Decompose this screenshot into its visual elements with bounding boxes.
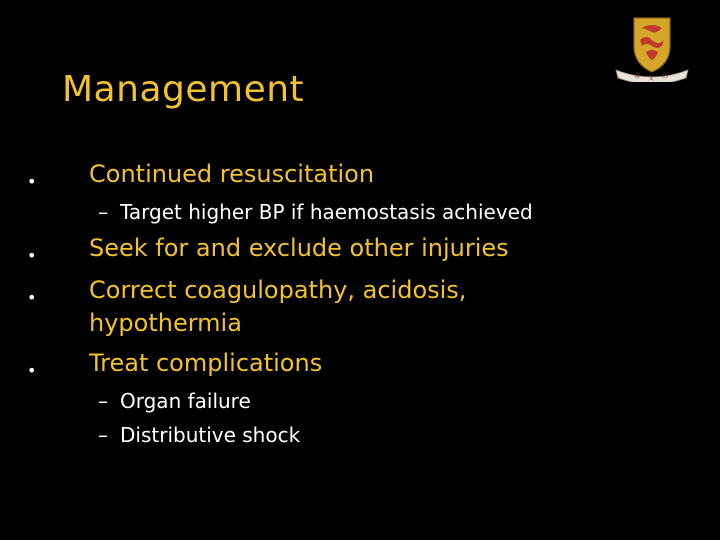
bullet-marker: •: [27, 361, 37, 380]
bullet-marker: •: [27, 172, 37, 191]
bullet-text: Treat complications: [89, 349, 323, 377]
bullet-marker: •: [27, 246, 37, 265]
bullet-marker: •: [27, 288, 37, 307]
svg-text:文: 文: [648, 75, 655, 82]
sub-bullet-marker: –: [98, 389, 108, 413]
sub-bullet-text: Distributive shock: [120, 423, 301, 447]
bullet-text: Seek for and exclude other injuries: [89, 234, 509, 262]
sub-bullet-text: Organ failure: [120, 389, 251, 413]
bullet-text-line-2: hypothermia: [89, 309, 242, 337]
svg-text:約: 約: [662, 73, 669, 80]
sub-bullet-text: Target higher BP if haemostasis achieved: [120, 200, 533, 224]
svg-text:博: 博: [634, 73, 641, 80]
slide-title: Management: [62, 69, 305, 110]
bullet-text: Continued resuscitation: [89, 160, 375, 188]
bullet-text-line-1: Correct coagulopathy, acidosis,: [89, 276, 467, 304]
sub-bullet-marker: –: [98, 423, 108, 447]
sub-bullet-marker: –: [98, 200, 108, 224]
